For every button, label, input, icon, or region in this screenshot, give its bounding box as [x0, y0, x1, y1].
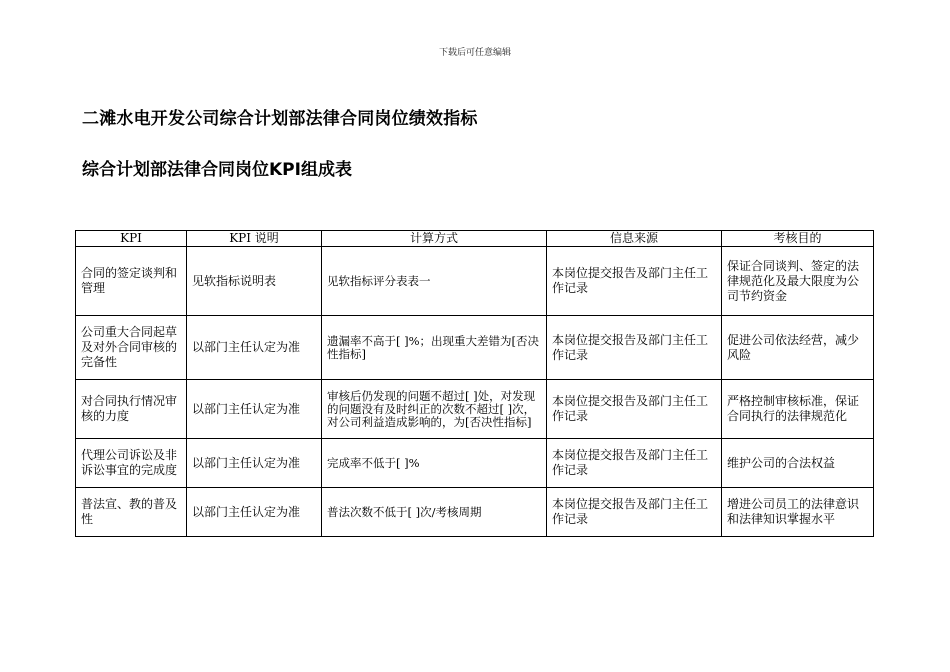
column-header-kpi: KPI [76, 231, 187, 247]
cell-calculation: 完成率不低于[ ]% [322, 439, 547, 488]
table-header-row [76, 231, 874, 247]
cell-purpose: 增进公司员工的法律意识和法律知识掌握水平 [722, 488, 874, 537]
column-header-calculation: 计算方式 [322, 231, 547, 247]
cell-source: 本岗位提交报告及部门主任工作记录 [547, 439, 722, 488]
table-row [76, 380, 874, 439]
table-row [76, 247, 874, 316]
header-note: 下载后可任意编辑 [438, 48, 511, 58]
cell-source: 本岗位提交报告及部门主任工作记录 [547, 380, 722, 439]
cell-calculation: 审核后仍发现的问题不超过[ ]处，对发现的问题没有及时纠正的次数不超过[ ]次，对公司利益造成影响的，为[否决性指标] [322, 380, 547, 439]
document-subtitle: 综合计划部法律合同岗位KPI组成表 [82, 160, 352, 180]
table-row [76, 439, 874, 488]
column-header-info-source: 信息来源 [547, 231, 722, 247]
cell-description: 以部门主任认定为准 [187, 316, 322, 380]
cell-source: 本岗位提交报告及部门主任工作记录 [547, 316, 722, 380]
table-row [76, 316, 874, 380]
cell-description: 见软指标说明表 [187, 247, 322, 316]
cell-source: 本岗位提交报告及部门主任工作记录 [547, 247, 722, 316]
kpi-table [75, 230, 874, 537]
column-header-kpi-description: KPI 说明 [187, 231, 322, 247]
cell-description: 以部门主任认定为准 [187, 380, 322, 439]
column-header-purpose: 考核目的 [722, 231, 874, 247]
cell-kpi: 普法宣、教的普及性 [76, 488, 187, 537]
cell-purpose: 严格控制审核标准，保证合同执行的法律规范化 [722, 380, 874, 439]
cell-description: 以部门主任认定为准 [187, 439, 322, 488]
table-row [76, 488, 874, 537]
cell-purpose: 促进公司依法经营，减少风险 [722, 316, 874, 380]
cell-calculation: 遗漏率不高于[ ]%；出现重大差错为[否决性指标] [322, 316, 547, 380]
cell-kpi: 代理公司诉讼及非诉讼事宜的完成度 [76, 439, 187, 488]
cell-calculation: 普法次数不低于[ ]次/考核周期 [322, 488, 547, 537]
cell-purpose: 维护公司的合法权益 [722, 439, 874, 488]
cell-description: 以部门主任认定为准 [187, 488, 322, 537]
cell-source: 本岗位提交报告及部门主任工作记录 [547, 488, 722, 537]
cell-kpi: 对合同执行情况审核的力度 [76, 380, 187, 439]
cell-kpi: 公司重大合同起草及对外合同审核的完备性 [76, 316, 187, 380]
cell-calculation: 见软指标评分表表一 [322, 247, 547, 316]
cell-purpose: 保证合同谈判、签定的法律规范化及最大限度为公司节约资金 [722, 247, 874, 316]
cell-kpi: 合同的签定谈判和管理 [76, 247, 187, 316]
document-title: 二滩水电开发公司综合计划部法律合同岗位绩效指标 [82, 109, 478, 129]
